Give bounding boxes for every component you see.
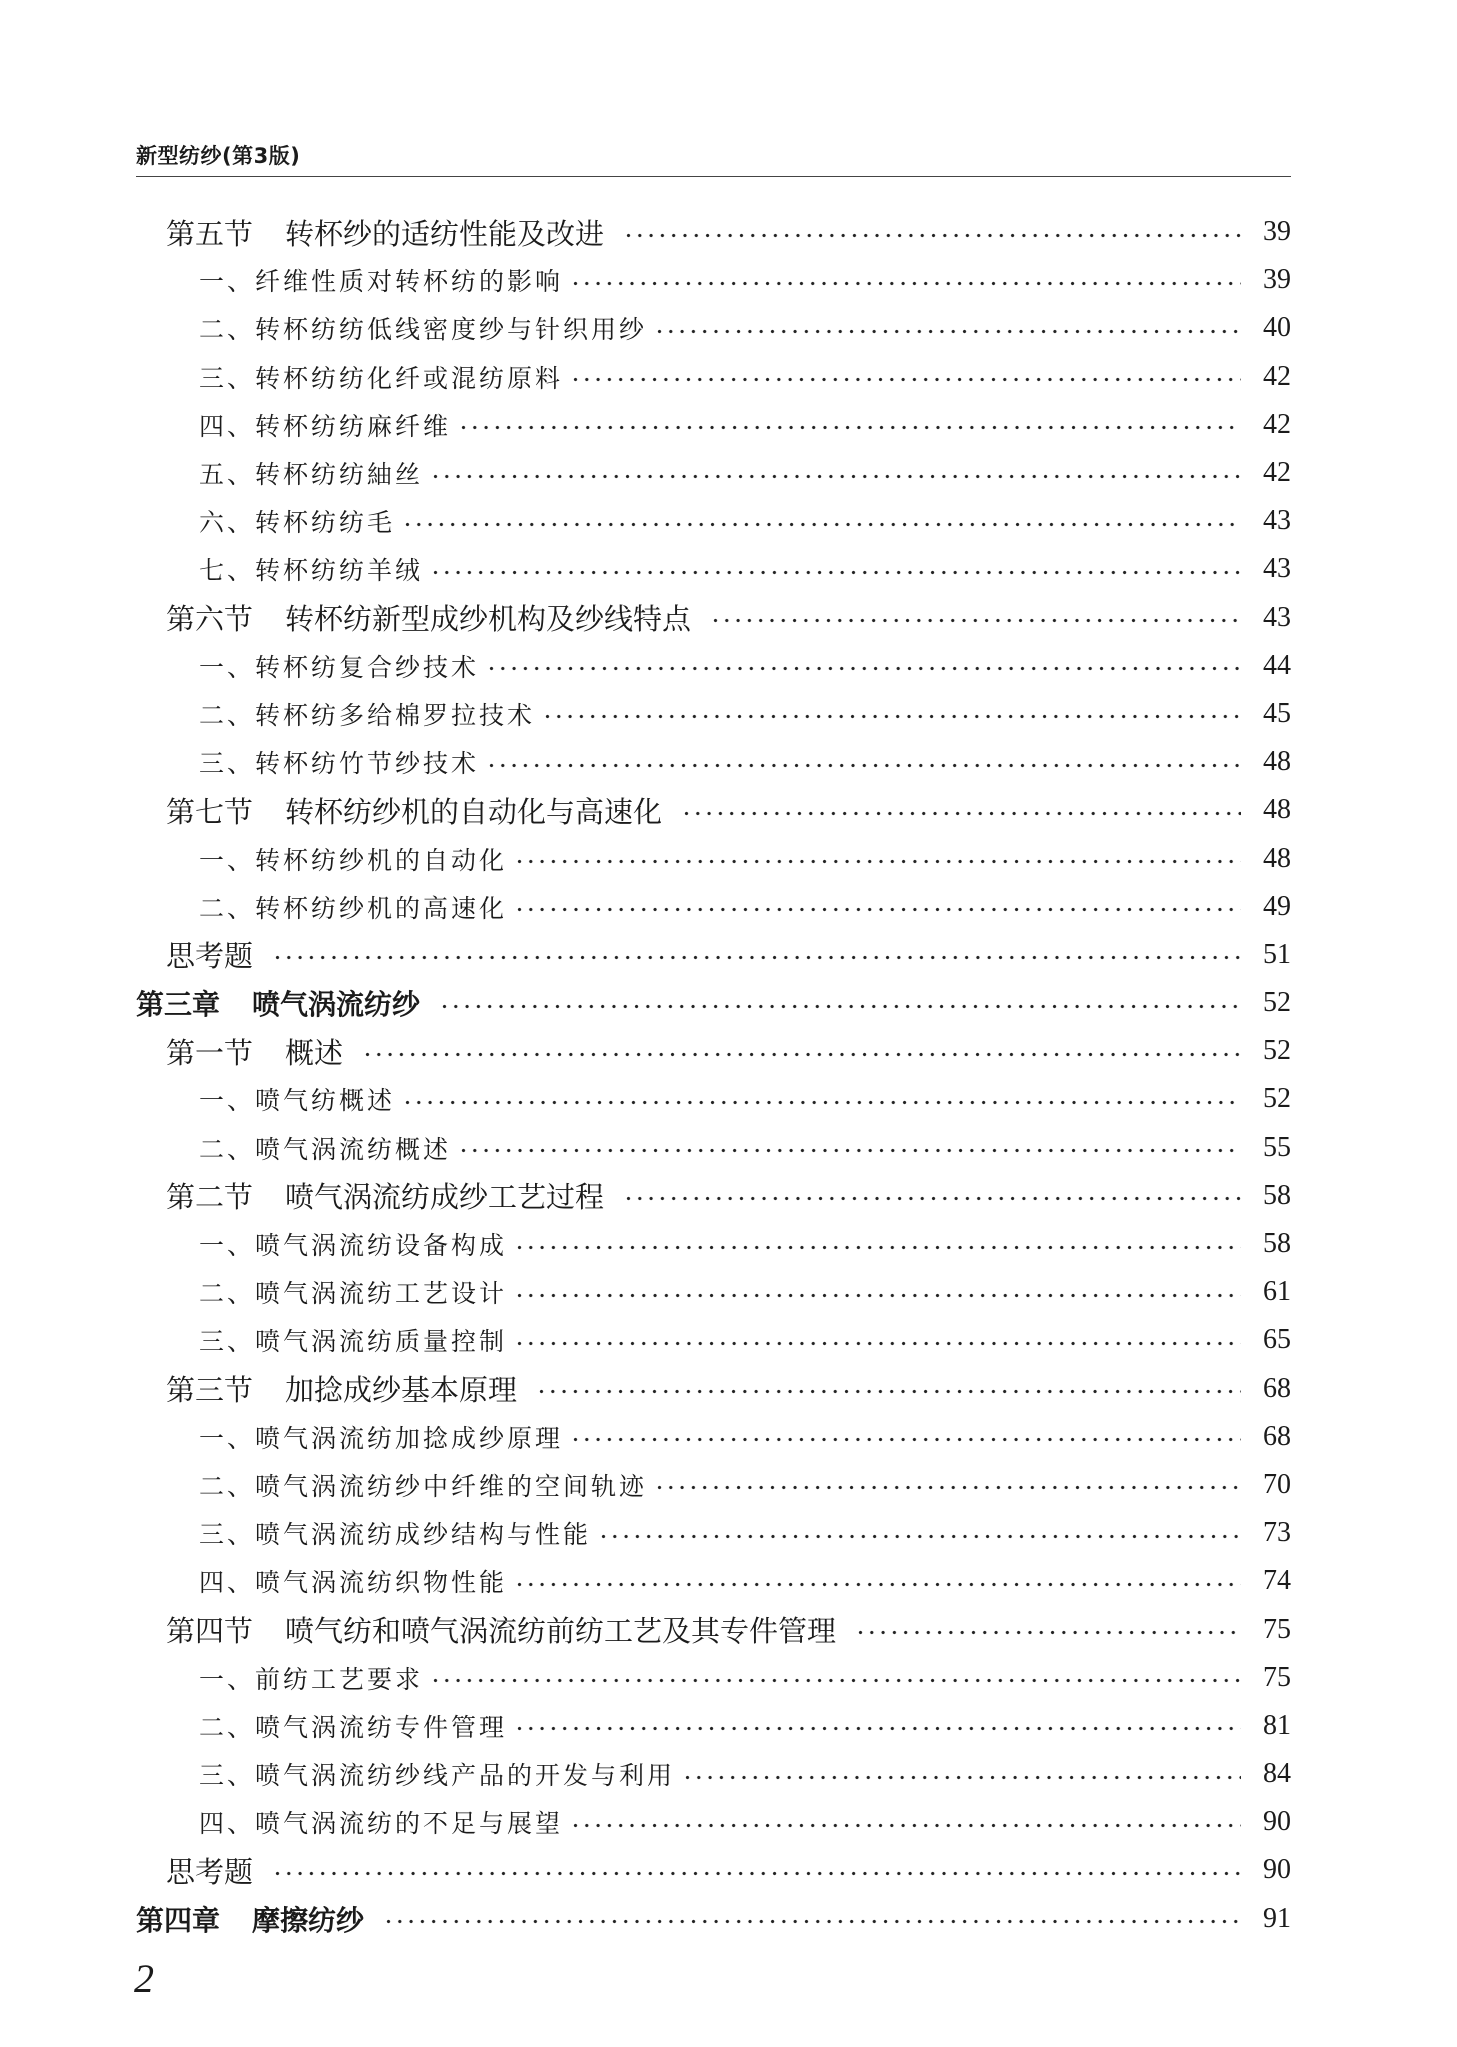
item-title: 二、喷气涡流纺专件管理 <box>199 1712 508 1742</box>
dot-leader <box>461 1148 1241 1153</box>
page-number: 70 <box>1263 1468 1291 1500</box>
section-title: 喷气涡流纺成纱工艺过程 <box>285 1182 605 1215</box>
section-label: 第一节 <box>166 1037 254 1070</box>
item-title: 六、转杯纺纺毛 <box>199 508 396 538</box>
toc-item-row <box>136 1509 1291 1557</box>
toc-item-row <box>136 1654 1291 1702</box>
header-rule <box>136 176 1291 177</box>
item-title: 三、转杯纺竹节纱技术 <box>199 749 480 779</box>
toc-section-row <box>136 786 1291 834</box>
dot-leader <box>539 1389 1241 1394</box>
page-number: 75 <box>1263 1613 1291 1645</box>
dot-leader <box>433 570 1241 575</box>
dot-leader <box>442 1004 1241 1009</box>
page-number: 75 <box>1263 1661 1291 1693</box>
page-number: 51 <box>1263 938 1291 970</box>
toc-item-row <box>136 642 1291 690</box>
page-number: 39 <box>1263 216 1291 248</box>
dot-leader <box>433 1678 1241 1683</box>
dot-leader <box>461 425 1241 430</box>
toc-section-row <box>136 1027 1291 1075</box>
item-title: 二、转杯纺多给棉罗拉技术 <box>199 700 536 730</box>
toc-item-row <box>136 545 1291 593</box>
section-title: 概述 <box>285 1037 344 1070</box>
dot-leader <box>858 1630 1241 1635</box>
exercises-title: 思考题 <box>166 1856 254 1889</box>
section-title: 转杯纺新型成纱机构及纱线特点 <box>285 604 692 637</box>
page-number: 49 <box>1263 890 1291 922</box>
toc-chapter-row <box>136 979 1291 1027</box>
dot-leader <box>573 1437 1241 1442</box>
toc-item-row <box>136 738 1291 786</box>
item-title: 五、转杯纺纺紬丝 <box>199 460 424 490</box>
item-title: 二、喷气涡流纺纱中纤维的空间轨迹 <box>199 1471 648 1501</box>
page-number: 42 <box>1263 360 1291 392</box>
dot-leader <box>573 281 1241 286</box>
toc-item-row <box>136 256 1291 304</box>
item-title: 三、喷气涡流纺质量控制 <box>199 1327 508 1357</box>
toc-item-row <box>136 1316 1291 1364</box>
dot-leader <box>517 1726 1241 1731</box>
toc-section-row <box>136 1605 1291 1653</box>
chapter-title: 摩擦纺纱 <box>252 1903 365 1937</box>
dot-leader <box>365 1052 1241 1057</box>
toc-item-row <box>136 401 1291 449</box>
item-title: 四、喷气涡流纺的不足与展望 <box>199 1809 564 1839</box>
toc-exercises-row <box>136 1846 1291 1894</box>
page-number: 42 <box>1263 408 1291 440</box>
dot-leader <box>517 1582 1241 1587</box>
item-title: 一、纤维性质对转杯纺的影响 <box>199 267 564 297</box>
toc-item-row <box>136 1798 1291 1846</box>
page-number: 68 <box>1263 1420 1291 1452</box>
toc-chapter-row <box>136 1895 1291 1943</box>
toc-section-row <box>136 1172 1291 1220</box>
section-label: 第二节 <box>166 1182 254 1215</box>
table-of-contents <box>136 208 1291 1943</box>
toc-item-row <box>136 690 1291 738</box>
item-title: 一、转杯纺复合纱技术 <box>199 652 480 682</box>
toc-item-row <box>136 1702 1291 1750</box>
toc-item-row <box>136 1220 1291 1268</box>
page-number: 81 <box>1263 1709 1291 1741</box>
item-title: 一、转杯纺纱机的自动化 <box>199 845 508 875</box>
toc-item-row <box>136 449 1291 497</box>
page-number: 43 <box>1263 601 1291 633</box>
dot-leader <box>517 1341 1241 1346</box>
page-number: 91 <box>1263 1902 1291 1934</box>
toc-item-row <box>136 883 1291 931</box>
page-number: 52 <box>1263 1083 1291 1115</box>
page-number: 43 <box>1263 553 1291 585</box>
page-number: 73 <box>1263 1517 1291 1549</box>
dot-leader <box>517 907 1241 912</box>
dot-leader <box>517 859 1241 864</box>
dot-leader <box>433 474 1241 479</box>
page-number: 58 <box>1263 1179 1291 1211</box>
toc-item-row <box>136 1750 1291 1798</box>
item-title: 二、转杯纺纱机的高速化 <box>199 893 508 923</box>
chapter-title: 喷气涡流纺纱 <box>252 988 421 1022</box>
section-label: 第五节 <box>166 218 254 251</box>
page-number: 52 <box>1263 1035 1291 1067</box>
page-number: 48 <box>1263 842 1291 874</box>
dot-leader <box>275 1871 1241 1876</box>
toc-section-row <box>136 1365 1291 1413</box>
page-folio: 2 <box>134 1956 154 2001</box>
page-number: 84 <box>1263 1758 1291 1790</box>
item-title: 一、喷气涡流纺加捻成纱原理 <box>199 1423 564 1453</box>
dot-leader <box>489 763 1241 768</box>
toc-item-row <box>136 1268 1291 1316</box>
section-label: 第六节 <box>166 604 254 637</box>
section-title: 喷气纺和喷气涡流纺前纺工艺及其专件管理 <box>285 1616 837 1649</box>
dot-leader <box>684 811 1241 816</box>
toc-item-row <box>136 1557 1291 1605</box>
dot-leader <box>517 1293 1241 1298</box>
item-title: 四、转杯纺纺麻纤维 <box>199 411 452 441</box>
section-label: 第七节 <box>166 796 254 829</box>
dot-leader <box>626 233 1241 238</box>
item-title: 一、喷气纺概述 <box>199 1086 396 1116</box>
page-number: 55 <box>1263 1131 1291 1163</box>
page-number: 40 <box>1263 312 1291 344</box>
toc-item-row <box>136 353 1291 401</box>
dot-leader <box>405 522 1241 527</box>
page-number: 44 <box>1263 649 1291 681</box>
dot-leader <box>275 955 1241 960</box>
dot-leader <box>386 1919 1241 1924</box>
dot-leader <box>626 1196 1241 1201</box>
chapter-label: 第四章 <box>136 1903 221 1937</box>
item-title: 二、喷气涡流纺概述 <box>199 1134 452 1164</box>
toc-item-row <box>136 304 1291 352</box>
dot-leader <box>601 1534 1241 1539</box>
toc-item-row <box>136 834 1291 882</box>
page-number: 45 <box>1263 697 1291 729</box>
toc-item-row <box>136 1413 1291 1461</box>
chapter-label: 第三章 <box>136 988 221 1022</box>
item-title: 一、喷气涡流纺设备构成 <box>199 1231 508 1261</box>
page-number: 74 <box>1263 1565 1291 1597</box>
page-number: 43 <box>1263 505 1291 537</box>
item-title: 四、喷气涡流纺织物性能 <box>199 1568 508 1598</box>
dot-leader <box>713 618 1241 623</box>
section-label: 第四节 <box>166 1616 254 1649</box>
page-number: 52 <box>1263 987 1291 1019</box>
dot-leader <box>405 1100 1241 1105</box>
toc-item-row <box>136 1075 1291 1123</box>
toc-item-row <box>136 1124 1291 1172</box>
section-title: 转杯纱的适纺性能及改进 <box>285 218 605 251</box>
item-title: 二、喷气涡流纺工艺设计 <box>199 1279 508 1309</box>
item-title: 七、转杯纺纺羊绒 <box>199 556 424 586</box>
dot-leader <box>573 377 1241 382</box>
exercises-title: 思考题 <box>166 941 254 974</box>
page-number: 65 <box>1263 1324 1291 1356</box>
item-title: 三、喷气涡流纺纱线产品的开发与利用 <box>199 1761 676 1791</box>
toc-section-row <box>136 208 1291 256</box>
page-number: 42 <box>1263 457 1291 489</box>
dot-leader <box>489 666 1241 671</box>
section-label: 第三节 <box>166 1375 254 1408</box>
dot-leader <box>685 1775 1241 1780</box>
toc-item-row <box>136 497 1291 545</box>
page-number: 90 <box>1263 1806 1291 1838</box>
dot-leader <box>657 1485 1241 1490</box>
dot-leader <box>573 1823 1241 1828</box>
running-header: 新型纺纱(第3版) <box>136 144 301 168</box>
page-number: 48 <box>1263 794 1291 826</box>
page-number: 39 <box>1263 264 1291 296</box>
dot-leader <box>545 714 1241 719</box>
item-title: 二、转杯纺纺低线密度纱与针织用纱 <box>199 315 648 345</box>
toc-exercises-row <box>136 931 1291 979</box>
page-number: 61 <box>1263 1276 1291 1308</box>
dot-leader <box>517 1245 1241 1250</box>
item-title: 三、喷气涡流纺成纱结构与性能 <box>199 1520 592 1550</box>
item-title: 三、转杯纺纺化纤或混纺原料 <box>199 363 564 393</box>
item-title: 一、前纺工艺要求 <box>199 1664 424 1694</box>
toc-section-row <box>136 594 1291 642</box>
page-number: 58 <box>1263 1228 1291 1260</box>
page-number: 68 <box>1263 1372 1291 1404</box>
section-title: 加捻成纱基本原理 <box>285 1375 518 1408</box>
toc-item-row <box>136 1461 1291 1509</box>
dot-leader <box>657 329 1241 334</box>
page-number: 48 <box>1263 746 1291 778</box>
section-title: 转杯纺纱机的自动化与高速化 <box>285 796 663 829</box>
page-number: 90 <box>1263 1854 1291 1886</box>
